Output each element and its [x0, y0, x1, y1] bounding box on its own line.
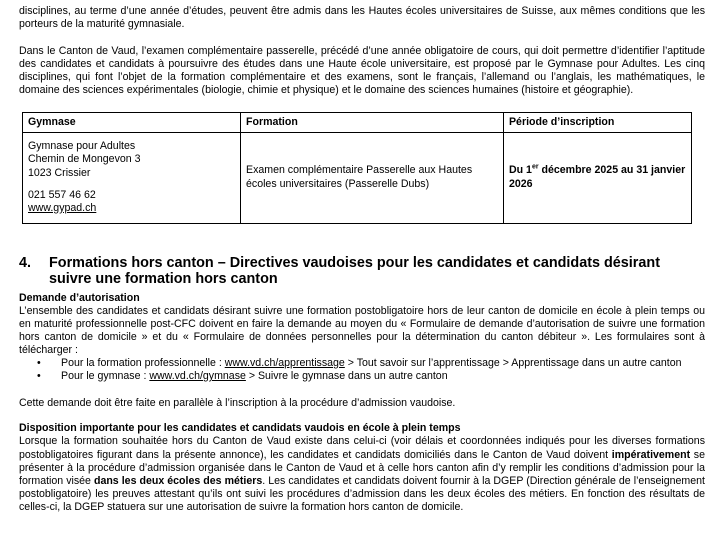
gymnase-phone: 021 557 46 62	[28, 188, 96, 201]
table-row	[23, 132, 692, 223]
bullet-2-prefix: Pour le gymnase :	[61, 370, 150, 383]
gymnase-name: Gymnase pour Adultes	[28, 140, 136, 153]
demande-paragraph: L’ensemble des candidates et candidats désirant suivre une formation postobligatoire hors de leur canton de domicile en école à plein temps ou en maturité professionnelle post-CFC doivent en faire la demande au moyen du « Formulaire de demande d’autorisation de suivre une formation hors canton de domicile » et du « Formulaire de données personnelles pour la détermination du canton débiteur ». Les formulaires sont à télécharger :	[19, 304, 705, 356]
disposition-paragraph	[19, 435, 705, 514]
intro-paragraph-1: disciplines, au terme d’une année d’études, peuvent être admis dans les Hautes écoles universitaires de Suisse, aux mêmes conditions que les porteurs de la maturité gymnasiale.	[19, 5, 705, 31]
cell-gymnase	[23, 132, 241, 223]
bullet-1-prefix: Pour la formation professionnelle :	[61, 357, 225, 370]
disposition-text-b: se présenter à la procédure d’admission organisée dans le Canton de Vaud et à celle hors canton afin d’y remplir les conditions d’admission pour la formation visée	[19, 448, 706, 487]
period-end: décembre 2025 au 31 janvier 2026	[508, 164, 686, 190]
gymnase-table	[22, 112, 692, 224]
gymnase-city: 1023 Crissier	[28, 166, 91, 179]
section-4-heading	[19, 255, 705, 288]
gymnase-website-link[interactable]: www.gypad.ch	[28, 201, 97, 214]
gymnase-link[interactable]: www.vd.ch/gymnase	[149, 370, 246, 383]
header-periode: Période d’inscription	[503, 112, 691, 132]
subheading-demande: Demande d’autorisation	[19, 291, 140, 304]
disposition-text-a: Lorsque la formation souhaitée hors du Canton de Vaud existe dans celui-ci (voir délais et coordonnées indiqués pour les diverses formations postobligatoires figurant dans la présente annonce), les candidates et candidats domiciliés dans le Canton de Vaud doivent	[19, 435, 705, 461]
disposition-emphasis-1: impérativement	[611, 448, 691, 461]
apprentissage-link[interactable]: www.vd.ch/apprentissage	[224, 357, 345, 370]
section-title: Formations hors canton – Directives vaudoises pour les candidates et candidats désirant suivre une formation hors canton	[49, 254, 660, 288]
parallel-note: Cette demande doit être faite en parallèle à l’inscription à la procédure d’admission vaudoise.	[19, 397, 456, 410]
gymnase-street: Chemin de Mongevon 3	[28, 153, 141, 166]
intro-paragraph-2: Dans le Canton de Vaud, l’examen complémentaire passerelle, précédé d’une année obligatoire de cours, qui doit permettre d’identifier l’aptitude des candidates et candidats à poursuivre des études dans une Haute école universitaire, est proposé par le Gymnase pour Adultes. Les cinq disciplines, qui font l’objet de la formation complémentaire et des examens, sont le français, l’allemand ou l’anglais, les mathématiques, le domaine des sciences expérimentales (biologie, chimie et physique) et le domaine des sciences humaines (histoire et géographie).	[19, 45, 705, 97]
bullet-icon: •	[37, 357, 41, 370]
bullet-icon: •	[37, 370, 41, 383]
subheading-disposition: Disposition importante pour les candidates et candidats vaudois en école à plein temps	[19, 422, 461, 435]
section-number: 4.	[19, 254, 32, 271]
bullet-1-suffix: > Tout savoir sur l’apprentissage > Apprentissage dans un autre canton	[344, 357, 682, 370]
header-gymnase: Gymnase	[23, 112, 241, 132]
disposition-text-c: . Les candidates et candidats doivent fournir à la DGEP (Direction générale de l’enseignement postobligatoire) les preuves attestant qu’ils ont suivi les procédures d’admission dans les deux écoles des métiers. En fonction des résultats de celles-ci, la DGEP statuera sur une autorisation de suivre la formation hors canton de domicile.	[19, 474, 705, 513]
period-superscript: er	[531, 163, 539, 171]
period-start: Du 1	[508, 164, 532, 177]
download-links-list	[19, 357, 705, 383]
document-page	[19, 0, 705, 514]
cell-formation: Examen complémentaire Passerelle aux Hautes écoles universitaires (Passerelle Dubs)	[241, 132, 504, 223]
list-item	[19, 370, 705, 383]
header-formation: Formation	[241, 112, 504, 132]
list-item	[19, 357, 705, 370]
cell-periode	[503, 132, 691, 223]
bullet-2-suffix: > Suivre le gymnase dans un autre canton	[245, 370, 448, 383]
disposition-emphasis-2: dans les deux écoles des métiers	[93, 474, 263, 487]
table-header-row	[23, 112, 692, 132]
